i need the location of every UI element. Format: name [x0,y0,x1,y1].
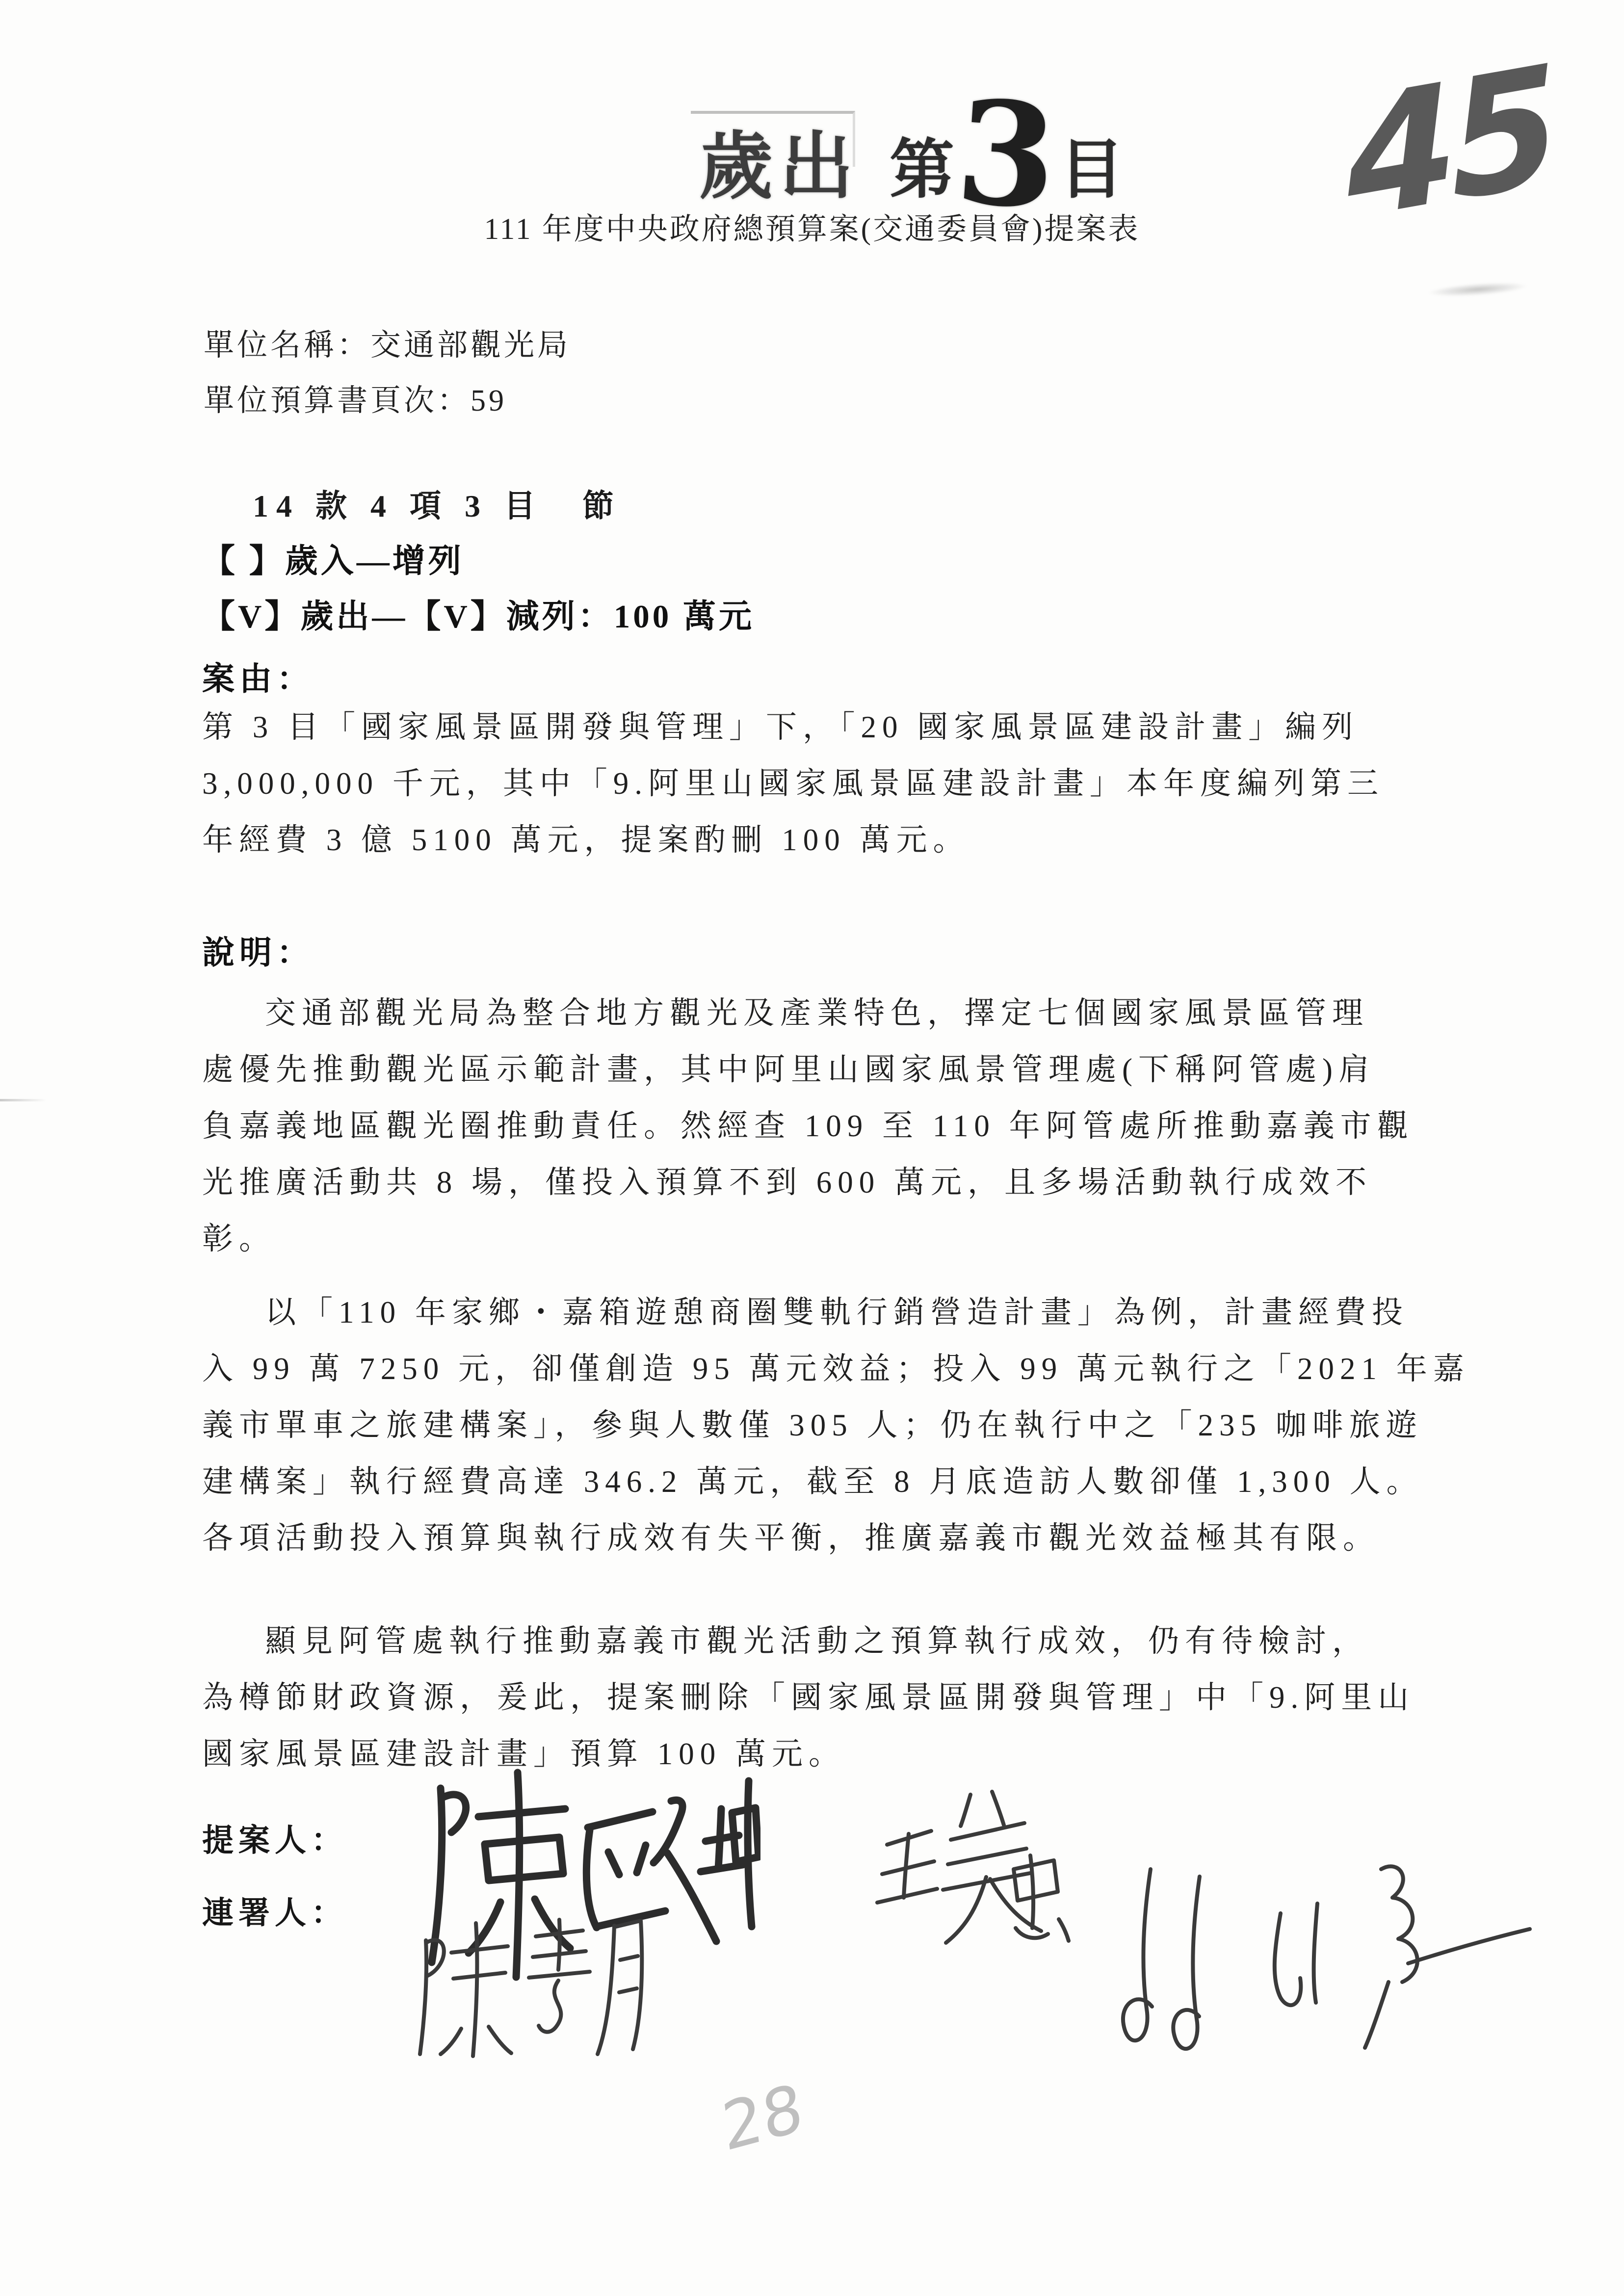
stamp-section-number: 3 [951,68,1062,242]
case-line: 年經費 3 億 5100 萬元，提案酌刪 100 萬元。 [202,823,970,857]
expenditure-option-line: 【V】歲出—【V】減列：100 萬元 [202,599,755,635]
unit-budget-page-line: 單位預算書頁次：59 [204,384,507,417]
explanation-line: 為樽節財政資源，爰此，提案刪除「國家風景區開發與管理」中「9.阿里山 [202,1680,1415,1715]
scan-edge-artifact [0,1099,47,1101]
explanation-paragraph-1 [202,985,1414,1267]
case-heading: 案由： [202,661,314,697]
pencil-note: 28 [718,2069,807,2166]
case-line: 第 3 目「國家風景區開發與管理」下，「20 國家風景區建設計畫」編列 [202,710,1359,744]
explanation-line: 各項活動投入預算與執行成效有失平衡，推廣嘉義市觀光效益極其有限。 [202,1521,1380,1555]
revenue-option-line: 【 】歲入—增列 [202,543,464,579]
explanation-line: 建構案」執行經費高達 346.2 萬元，截至 8 月底造訪人數卻僅 1,300 人。 [202,1464,1423,1499]
explanation-line: 義市單車之旅建構案」，參與人數僅 305 人；仍在執行中之「235 咖啡旅遊 [202,1408,1423,1442]
scan-smudge [1428,280,1527,299]
case-line: 3,000,000 千元，其中「9.阿里山國家風景區建設計畫」本年度編列第三 [202,766,1384,801]
stamp-section-unit: 目 [1059,134,1124,206]
cosigner-signature-2-strokes [868,1781,1074,1957]
explanation-heading: 說明： [202,935,314,971]
explanation-line: 交通部觀光局為整合地方觀光及產業特色，擇定七個國家風景區管理 [265,996,1369,1030]
budget-item-line: 14 款 4 項 3 目 節 [253,489,622,523]
explanation-line: 顯見阿管處執行推動嘉義市觀光活動之預算執行成效，仍有待檢討， [265,1624,1369,1658]
cosigner-signature-1-strokes [402,1906,648,2068]
explanation-line: 入 99 萬 7250 元，卻僅創造 95 萬元效益；投入 99 萬元執行之「2021 年嘉 [202,1352,1470,1386]
explanation-line: 國家風景區建設計畫」預算 100 萬元。 [202,1737,845,1771]
case-paragraph [202,699,1384,868]
cosigner-label: 連署人： [202,1896,347,1931]
stamp-section-prefix: 第 [890,134,955,206]
explanation-line: 負嘉義地區觀光圈推動責任。然經查 109 至 110 年阿管處所推動嘉義市觀 [202,1109,1414,1143]
proposer-label: 提案人： [202,1823,347,1858]
handwritten-page-number: 45 [1339,30,1559,256]
document-title: 111 年度中央政府總預算案(交通委員會)提案表 [484,213,1140,246]
explanation-line: 光推廣活動共 8 場，僅投入預算不到 600 萬元，且多場活動執行成效不 [202,1165,1372,1200]
cosigner-signature-1 [402,1906,648,2068]
stamp-category: 歲出 [699,127,861,208]
cosigner-signature-2 [868,1781,1074,1957]
explanation-paragraph-2 [202,1284,1470,1566]
unit-name-line: 單位名稱：交通部觀光局 [204,329,571,362]
cosigner-signature-3-strokes [1094,1835,1545,2065]
explanation-line: 以「110 年家鄉・嘉箱遊憩商圈雙軌行銷營造計畫」為例，計畫經費投 [265,1295,1409,1330]
cosigner-signature-3 [1094,1835,1545,2065]
explanation-line: 處優先推動觀光區示範計畫，其中阿里山國家風景管理處(下稱阿管處)肩 [202,1052,1375,1087]
unit-info-block [204,318,571,429]
explanation-line: 彰。 [202,1222,276,1256]
